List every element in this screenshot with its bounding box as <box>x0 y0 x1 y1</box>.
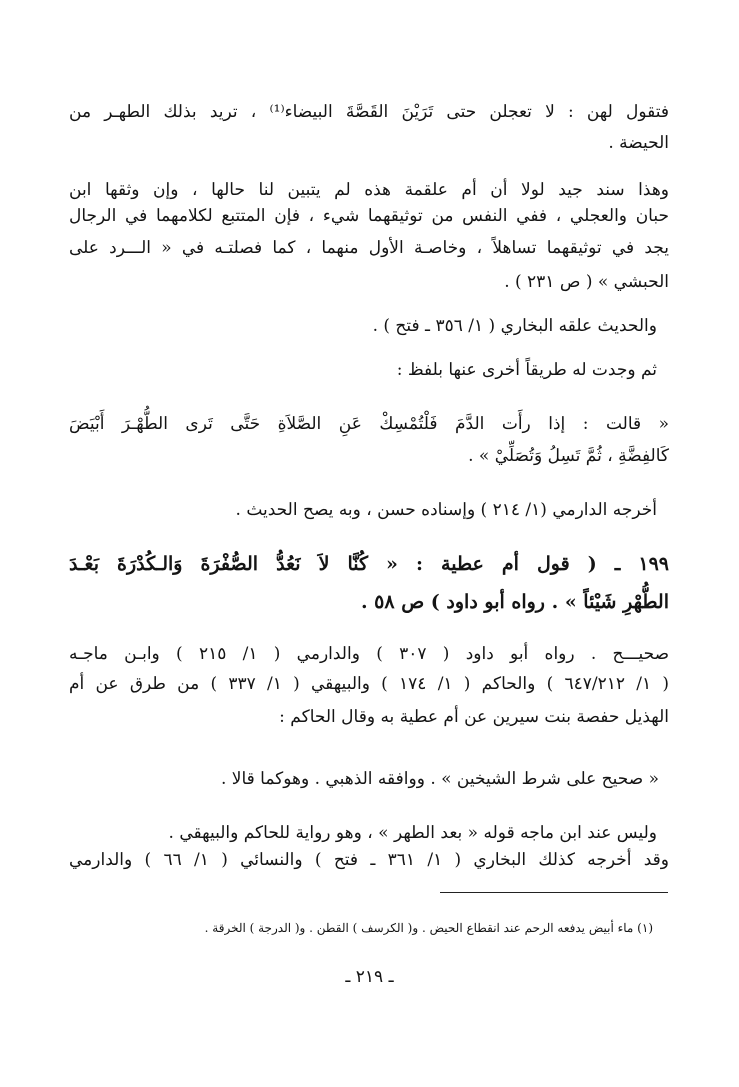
text-line: وهذا سند جيد لولا أن أم علقمة هذه لم يتبين لنا حالها ، وإن وثقها ابن <box>69 180 669 200</box>
text-line: الحيضة . <box>608 133 669 153</box>
text-line: حبان والعجلي ، ففي النفس من توثيقهما شيء ، فإن المتتبع لكلامهما في الرجال <box>69 206 669 226</box>
text-line: الهذيل حفصة بنت سيرين عن أم عطية به وقال الحاكم : <box>279 707 669 727</box>
hadith-heading: ١٩٩ ـ ( قول أم عطية : « كُنَّا لاَ نَعُدُّ الصُّفْرَةَ وَالـكُدْرَةَ بَعْـدَ <box>69 553 669 575</box>
text-line: وليس عند ابن ماجه قوله « بعد الطهر » ، وهو رواية للحاكم والبيهقي . <box>168 823 657 843</box>
text-line: الحبشي » ( ص ٢٣١ ) . <box>504 272 669 292</box>
text-line: أخرجه الدارمي (١/ ٢١٤ ) وإسناده حسن ، وبه يصح الحديث . <box>235 500 657 520</box>
text-line: يجد في توثيقهما تساهلاً ، وخاصـة الأول منهما ، كما فصلتـه في « الـــرد على <box>69 238 669 258</box>
text-line: فتقول لهن : لا تعجلن حتى تَرَيْنَ القَصَّةَ البيضاء⁽¹⁾ ، تريد بذلك الطهـر من <box>69 102 670 122</box>
text-line: وقد أخرجه كذلك البخاري ( ١/ ٣٦١ ـ فتح ) والنسائي ( ١/ ٦٦ ) والدارمي <box>69 850 670 870</box>
text-line: صحيـــح . رواه أبو داود ( ٣٠٧ ) والدارمي ( ١/ ٢١٥ ) وابـن ماجـه <box>69 644 670 664</box>
text-line: ثم وجدت له طريقاً أخرى عنها بلفظ : <box>396 360 657 380</box>
quoted-hadith-line: « قالت : إذا رأَت الدَّمَ فَلْتُمْسِكْ عَنِ الصَّلاَةِ حَتَّى تَرى الطُّهْـرَ أَبْيَضَ <box>69 414 669 434</box>
text-line: والحديث علقه البخاري ( ١/ ٣٥٦ ـ فتح ) . <box>372 316 657 336</box>
hadith-heading: الطُّهْرِ شَيْئاً » . رواه أبو داود ) ص ٥٨ . <box>360 591 669 613</box>
text-line: ( ١/ ٦٤٧/٢١٢ ) والحاكم ( ١/ ١٧٤ ) والبيهقي ( ١/ ٣٣٧ ) من طرق عن أم <box>69 674 669 694</box>
quoted-hadith-line: كَالفِضَّةِ ، ثُمَّ تَسِلُ وَتُصَلِّيْ » . <box>468 446 669 466</box>
page-number: ـ ٢١٩ ـ <box>345 967 394 987</box>
text-line: « صحيح على شرط الشيخين » . ووافقه الذهبي . وهوكما قالا . <box>220 769 659 789</box>
footnote-divider <box>440 892 668 893</box>
footnote: (١) ماء أبيض يدفعه الرحم عند انقطاع الحيض . و( الكرسف ) القطن . و( الدرجة ) الخرقة . <box>204 921 653 935</box>
